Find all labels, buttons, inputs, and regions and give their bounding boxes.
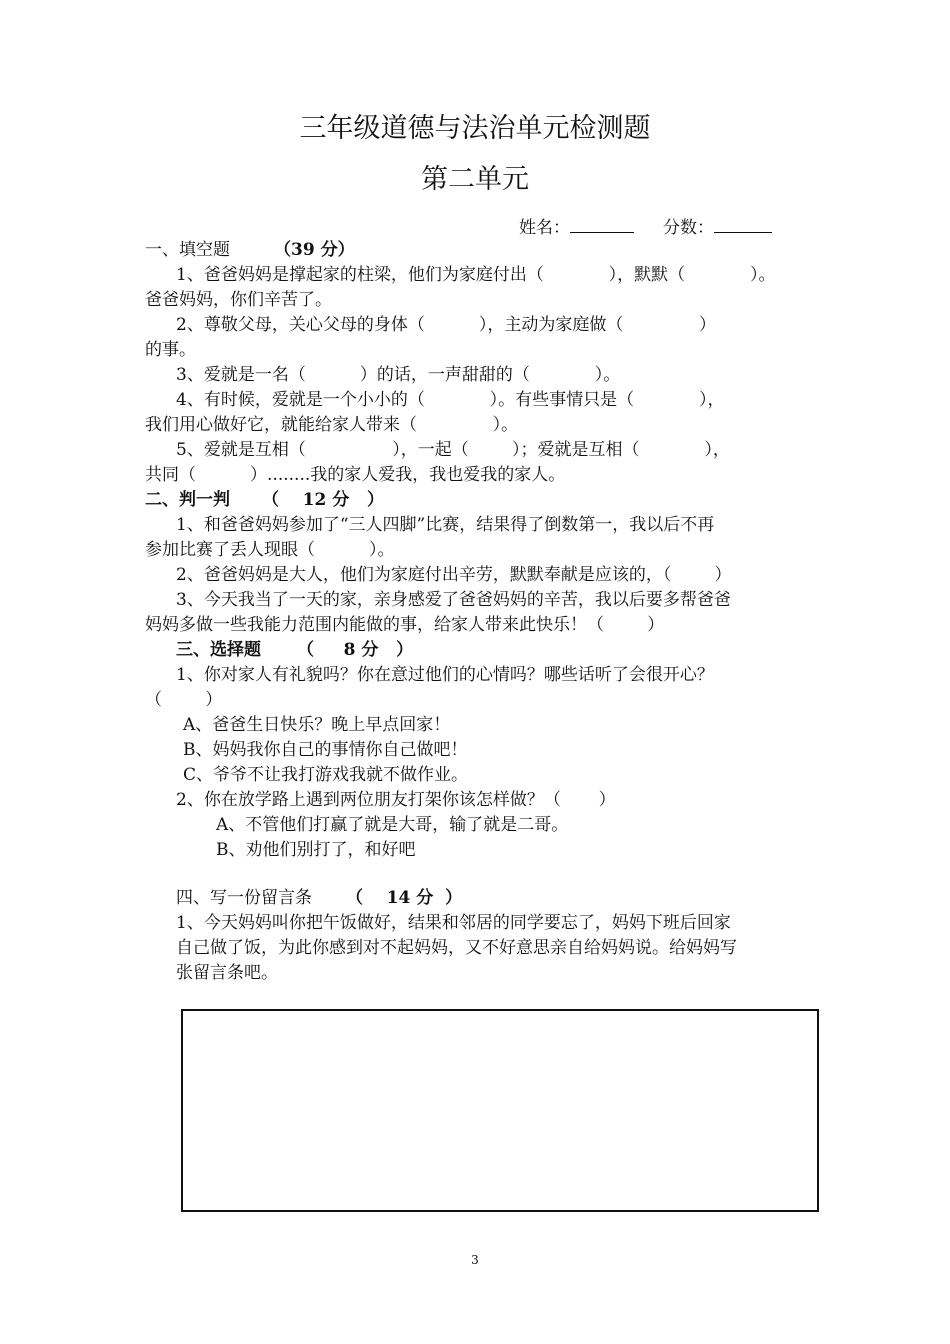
- s1-q1-line1: 1、爸爸妈妈是撑起家的柱梁，他们为家庭付出（ ），默默（ ）。: [176, 265, 776, 285]
- section-3-heading: [176, 639, 413, 661]
- score-blank: [714, 216, 772, 233]
- s1-q2-line1: 2、尊敬父母，关心父母的身体（ ），主动为家庭做（ ）: [176, 315, 717, 335]
- name-label: 姓名：: [519, 218, 570, 238]
- s3-q2: 2、你在放学路上遇到两位朋友打架你该怎样做？（ ）: [176, 790, 616, 810]
- s2-q1-line1: 1、和爸爸妈妈参加了“三人四脚”比赛，结果得了倒数第一，我以后不再: [176, 515, 715, 535]
- s3-q1-option-c: C、爷爷不让我打游戏我就不做作业。: [183, 765, 469, 785]
- name-blank: [570, 216, 634, 233]
- s1-q5-line2: 共同（ ）........我的家人爱我，我也爱我的家人。: [145, 465, 566, 485]
- page-number: 3: [471, 1253, 479, 1267]
- s4-q1-line1: 1、今天妈妈叫你把午饭做好，结果和邻居的同学要忘了，妈妈下班后回家: [176, 913, 731, 933]
- s3-q1-option-a: A、爸爸生日快乐？晚上早点回家！: [183, 715, 451, 735]
- s1-q5-line1: 5、爱就是互相（ ），一起（ ）；爱就是互相（ ），: [176, 440, 730, 460]
- s3-q1-option-b: B、妈妈我你自己的事情你自己做吧！: [183, 740, 468, 760]
- s4-q1-line2: 自己做了饭，为此你感到对不起妈妈，又不好意思亲自给妈妈说。给妈妈写: [176, 938, 737, 958]
- s3-q2-option-a: A、不管他们打赢了就是大哥，输了就是二哥。: [216, 815, 569, 835]
- section-3-title: 三、选择题: [176, 640, 261, 660]
- s1-q1-line2: 爸爸妈妈，你们辛苦了。: [145, 290, 332, 310]
- s1-q2-line2: 的事。: [145, 340, 196, 360]
- section-2-title: 二、判一判: [145, 490, 230, 510]
- message-answer-box: [181, 1009, 819, 1212]
- section-1-heading: [145, 239, 355, 261]
- section-4-title: 四、写一份留言条: [176, 888, 312, 908]
- s2-q2: 2、爸爸妈妈是大人，他们为家庭付出辛劳，默默奉献是应该的，（ ）: [176, 565, 732, 585]
- section-4-heading: [176, 887, 462, 909]
- score-label: 分数：: [663, 218, 714, 238]
- s3-q1: 1、你对家人有礼貌吗？你在意过他们的心情吗？哪些话听了会很开心？: [176, 665, 714, 685]
- s2-q3-line2: 妈妈多做一些我能力范围内能做的事，给家人带来此快乐！（ ）: [145, 615, 665, 635]
- score-field: [663, 216, 772, 239]
- s1-q3: 3、爱就是一名（ ）的话，一声甜甜的（ ）。: [176, 365, 621, 385]
- section-2-heading: [145, 489, 384, 511]
- section-4-points: （ 14 分 ）: [346, 888, 463, 908]
- s3-q1-answer-paren: （ ）: [145, 690, 223, 710]
- s4-q1-line3: 张留言条吧。: [176, 963, 278, 983]
- section-1-points: （39 分）: [274, 240, 355, 260]
- section-1-title: 一、填空题: [145, 240, 230, 260]
- section-2-points: （ 12 分 ）: [262, 490, 385, 510]
- s1-q4-line2: 我们用心做好它，就能给家人带来（ ）。: [145, 415, 519, 435]
- s3-q2-option-b: B、劝他们别打了，和好吧: [216, 840, 416, 860]
- name-field: [519, 216, 634, 239]
- page-title: 三年级道德与法治单元检测题: [299, 113, 651, 144]
- s1-q4-line1: 4、有时候，爱就是一个小小的（ ）。有些事情只是（ ），: [176, 390, 725, 410]
- s2-q3-line1: 3、今天我当了一天的家，亲身感爱了爸爸妈妈的辛苦，我以后要多帮爸爸: [176, 590, 731, 610]
- section-3-points: （ 8 分 ）: [297, 640, 414, 660]
- unit-subtitle: 第二单元: [421, 164, 529, 195]
- s2-q1-line2: 参加比赛了丢人现眼（ ）。: [145, 540, 395, 560]
